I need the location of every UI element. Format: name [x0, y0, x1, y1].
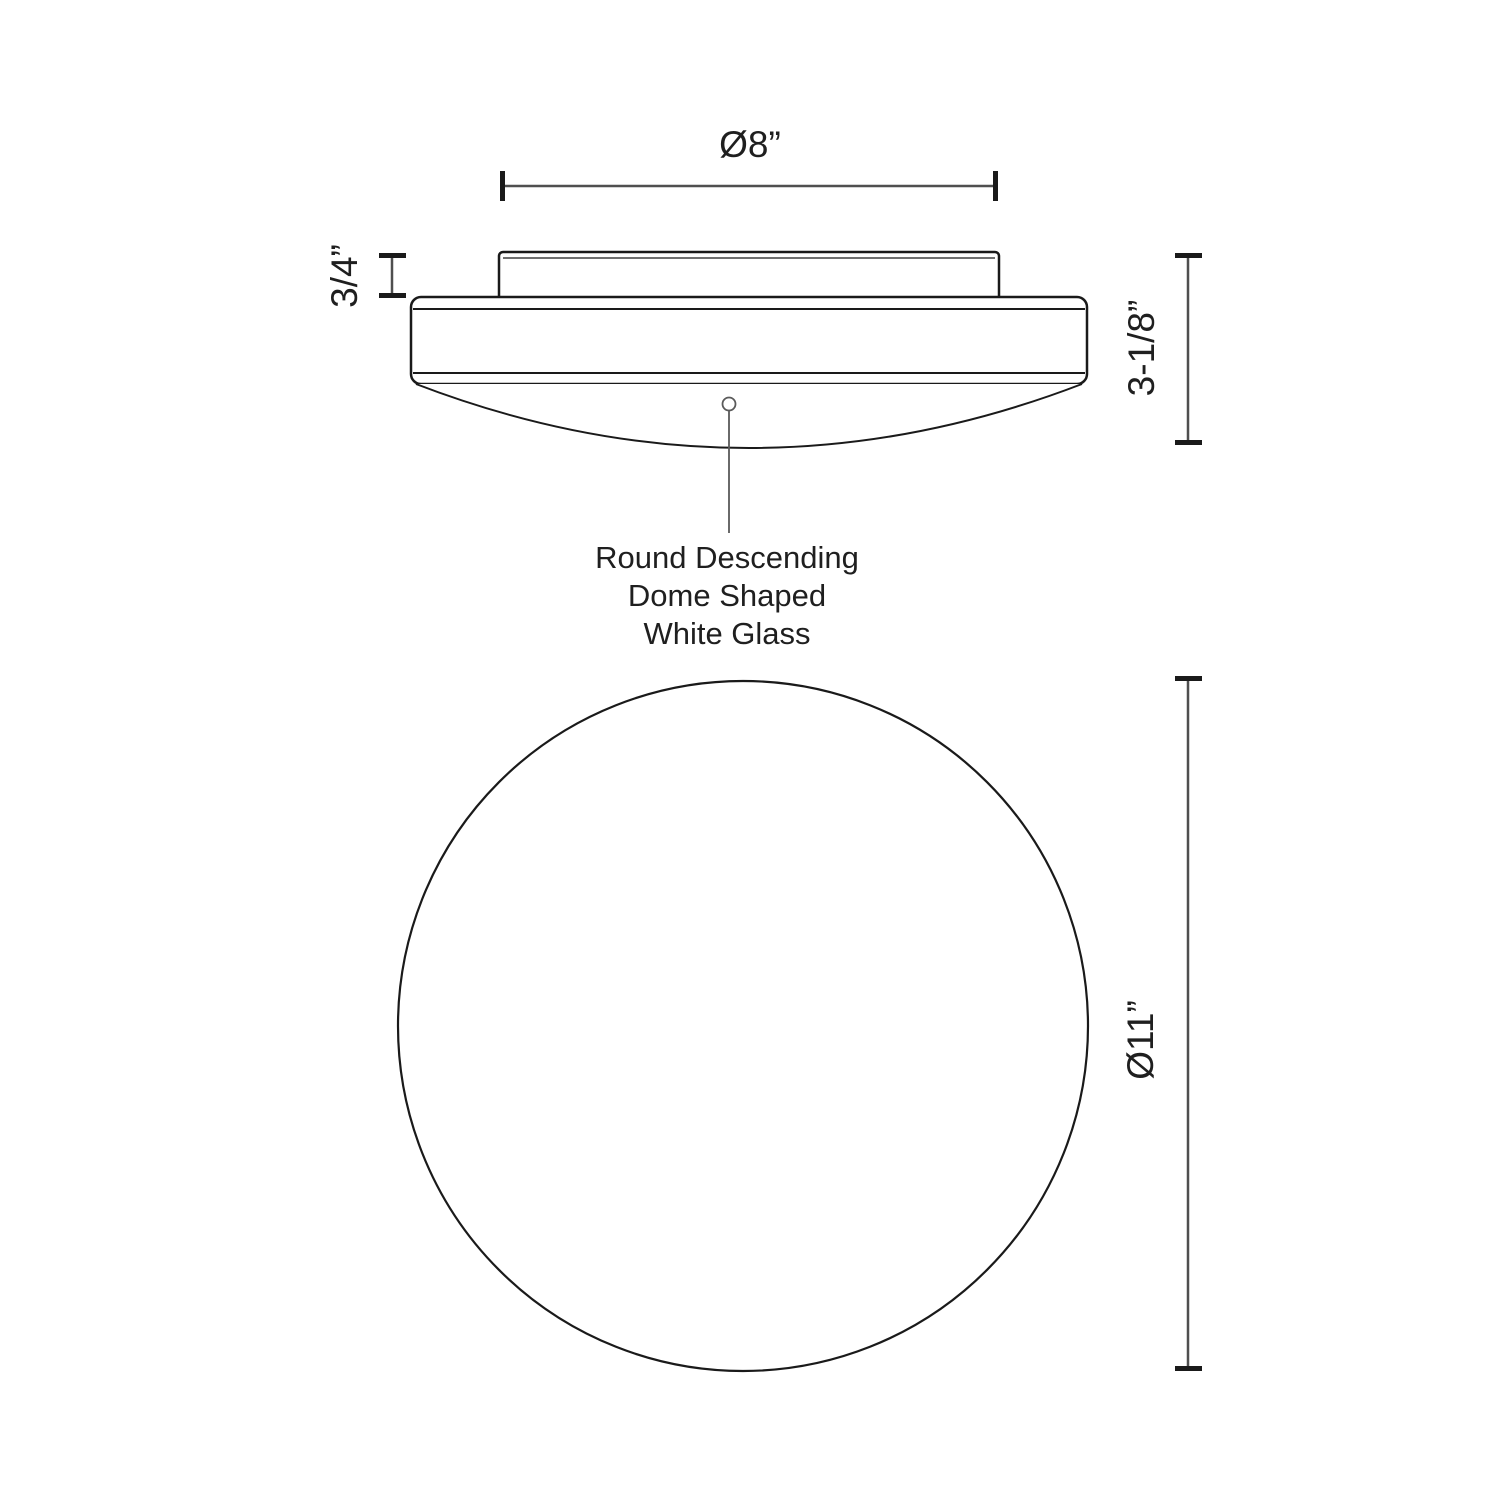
dimension-tick-bottom: [379, 293, 406, 298]
overall-diameter-dimension: [1120, 676, 1202, 1371]
dimension-tick-top: [379, 253, 406, 258]
fixture-bottom-circle: [398, 681, 1088, 1371]
glass-note-line-3: White Glass: [643, 616, 811, 651]
canopy-outline: [499, 252, 999, 300]
overall-height-label: 3-1/8”: [1121, 299, 1162, 397]
dimension-tick-top: [1175, 253, 1202, 258]
glass-note-line-1: Round Descending: [595, 540, 859, 575]
canopy-height-dimension: [324, 244, 406, 308]
fixture-body: [411, 297, 1087, 384]
overall-height-dimension: [1121, 253, 1202, 445]
dimension-tick-right: [993, 171, 998, 201]
leader-anchor-circle: [723, 398, 736, 411]
dome-glass-profile: [416, 384, 1082, 448]
canopy-height-label: 3/4”: [324, 244, 365, 308]
dimension-tick-left: [500, 171, 505, 201]
overall-diameter-label: Ø11”: [1120, 1000, 1161, 1080]
dimension-tick-bottom: [1175, 440, 1202, 445]
bottom-view: [398, 676, 1202, 1371]
canopy-diameter-dimension: [500, 124, 998, 201]
dimension-tick-bottom: [1175, 1366, 1202, 1371]
body-outline: [411, 297, 1087, 384]
canopy-diameter-label: Ø8”: [719, 124, 781, 165]
glass-note: [595, 540, 859, 651]
side-view: [324, 124, 1202, 651]
dimension-tick-top: [1175, 676, 1202, 681]
glass-note-line-2: Dome Shaped: [627, 578, 827, 613]
fixture-canopy: [499, 252, 999, 300]
